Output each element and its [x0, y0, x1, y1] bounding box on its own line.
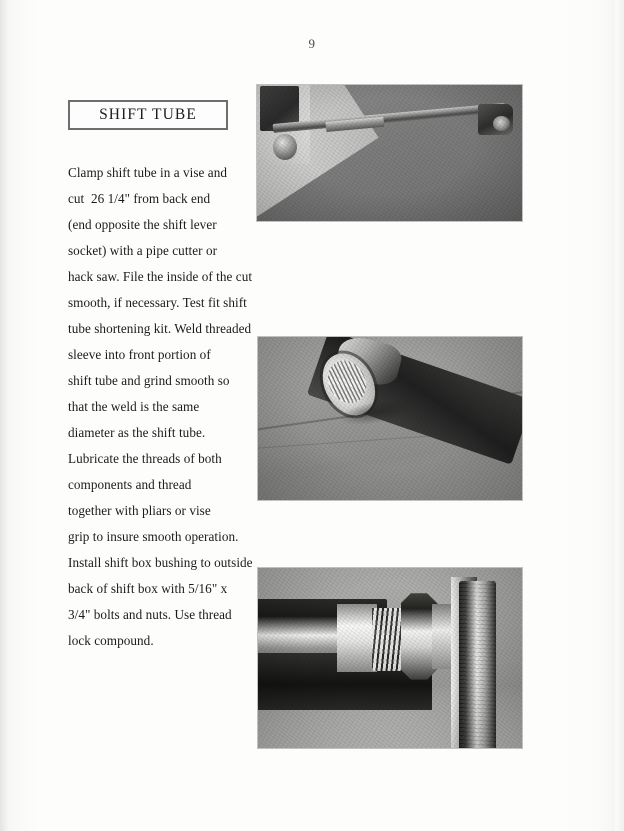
body-line: back of shift box with 5/16" x	[68, 581, 228, 596]
section-title-box	[68, 100, 228, 130]
body-line: socket) with a pipe cutter or	[68, 243, 218, 258]
photo2-vignette	[258, 337, 522, 500]
photo-shift-tube-full	[257, 85, 522, 221]
body-line: that the weld is the same	[68, 399, 200, 414]
body-line: hack saw. File the inside of the cut	[68, 269, 253, 284]
body-line: components and thread	[68, 477, 192, 492]
body-line: smooth, if necessary. Test fit shift	[68, 295, 247, 310]
body-line: tube shortening kit. Weld threaded	[68, 321, 252, 336]
photo1-vignette	[257, 85, 522, 221]
photo-welded-sleeve	[258, 337, 522, 500]
body-line: cut 26 1/4" from back end	[68, 191, 211, 206]
body-line: sleeve into front portion of	[68, 347, 211, 362]
body-line: grip to insure smooth operation.	[68, 529, 239, 544]
scan-edge-right	[615, 0, 624, 831]
section-title: SHIFT TUBE	[99, 106, 197, 123]
body-text	[68, 160, 264, 654]
photo-threaded-coupling	[258, 568, 522, 748]
body-line: shift tube and grind smooth so	[68, 373, 230, 388]
body-line: together with pliars or vise	[68, 503, 211, 518]
body-line: (end opposite the shift lever	[68, 217, 217, 232]
scan-edge-left	[0, 0, 7, 831]
body-line: lock compound.	[68, 633, 154, 648]
body-line: Install shift box bushing to outside	[68, 555, 253, 570]
body-line: 3/4" bolts and nuts. Use thread	[68, 607, 232, 622]
body-line: Clamp shift tube in a vise and	[68, 165, 227, 180]
body-line: diameter as the shift tube.	[68, 425, 206, 440]
photo3-vignette	[258, 568, 522, 748]
body-line: Lubricate the threads of both	[68, 451, 222, 466]
page-number: 9	[308, 36, 316, 51]
